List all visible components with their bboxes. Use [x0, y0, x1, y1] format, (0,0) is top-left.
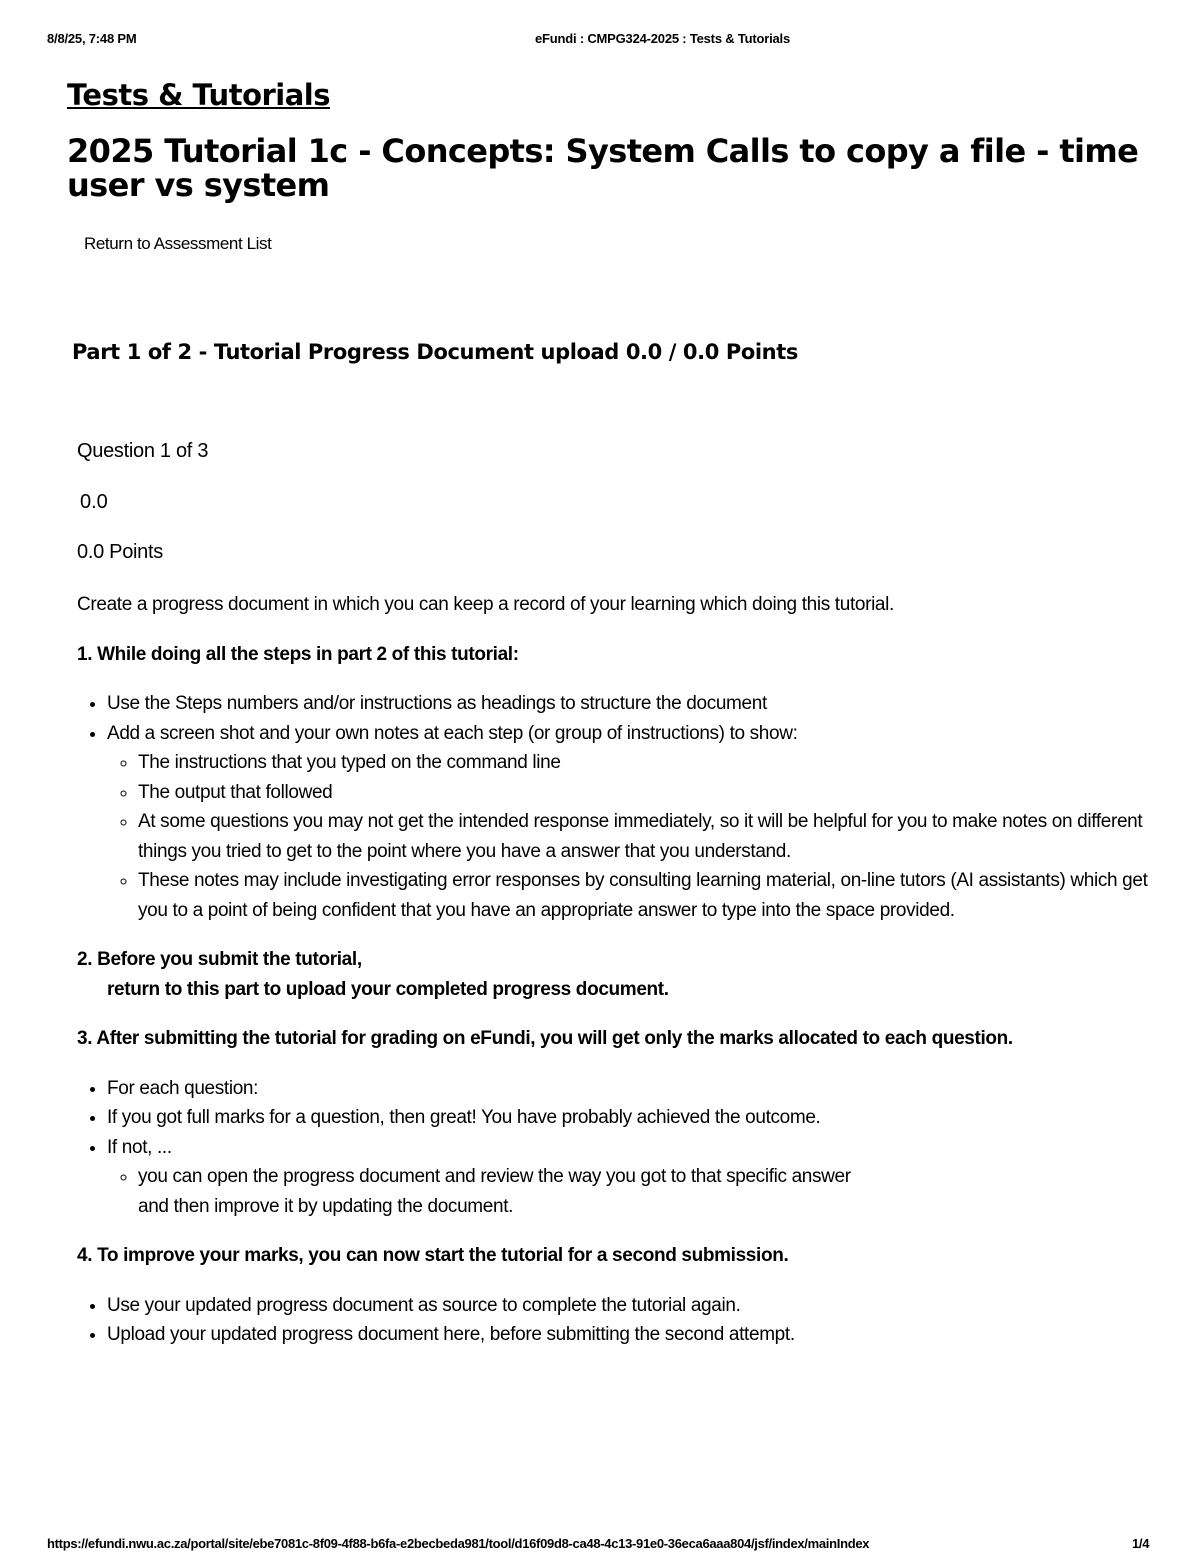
question-score: 0.0 [80, 491, 108, 513]
list-item: • For each question: [107, 1074, 1152, 1104]
section-2-line-1: 2. Before you submit the tutorial, [77, 949, 362, 970]
print-header-datetime: 8/8/25, 7:48 PM [47, 31, 137, 46]
list-item: • If you got full marks for a question, then great! You have probably achieved the outcome. [107, 1103, 1152, 1133]
section-2-text [77, 945, 1152, 1004]
sublist-item [138, 1162, 1152, 1221]
list-item: • Use the Steps numbers and/or instructions as headings to structure the document [107, 689, 1152, 719]
sublist-item: ◦ At some questions you may not get the intended response immediately, so it will be helpful for you to make notes on different things you tried to get to the point where you have a answer that you understand. [138, 807, 1152, 866]
tool-title: Tests & Tutorials [67, 78, 331, 112]
section-2-line-2: return to this part to upload your completed progress document. [107, 978, 669, 1000]
question-number: Question 1 of 3 [77, 440, 209, 462]
list-item: • Use your updated progress document as source to complete the tutorial again. [107, 1291, 1152, 1321]
section-1-heading: 1. While doing all the steps in part 2 of this tutorial: [77, 643, 519, 665]
sublist-item: ◦ The output that followed [138, 778, 1152, 808]
print-footer-url: https://efundi.nwu.ac.za/portal/site/ebe7081c-8f09-4f88-b6fa-e2becbeda981/tool/d16f09d8-ca48-4c13-91e0-36eca6aaa804/jsf/index/mainIndex [47, 1536, 870, 1551]
return-to-assessment-list-link[interactable]: Return to Assessment List [84, 234, 272, 253]
assessment-title: 2025 Tutorial 1c - Concepts: System Calls to copy a file - time user vs system [67, 132, 1139, 204]
list-item-text: If not, ... [107, 1136, 172, 1158]
question-text [77, 590, 1152, 1370]
list-item-text: Add a screen shot and your own notes at each step (or group of instructions) to show: [107, 722, 798, 744]
print-footer-page: 1/4 [1132, 1536, 1150, 1551]
sublist-item: ◦ These notes may include investigating error responses by consulting learning material, on-line tutors (AI assistants) which get you to a point of being confident that you have an appropriate answer to type into the space provided. [138, 866, 1152, 925]
section-1-sublist [107, 748, 1152, 925]
section-1-list [77, 689, 1152, 925]
section-3-sublist [107, 1162, 1152, 1221]
section-4-heading: 4. To improve your marks, you can now start the tutorial for a second submission. [77, 1245, 789, 1266]
part-heading: Part 1 of 2 - Tutorial Progress Document upload 0.0 / 0.0 Points [72, 340, 798, 364]
list-item: • Upload your updated progress document here, before submitting the second attempt. [107, 1320, 1152, 1350]
sublist-item: ◦ The instructions that you typed on the command line [138, 748, 1152, 778]
section-3-heading: 3. After submitting the tutorial for grading on eFundi, you will get only the marks allocated to each question. [77, 1028, 1013, 1049]
list-item [107, 719, 1152, 926]
sublist-line-2: and then improve it by updating the document. [138, 1195, 514, 1217]
question-points: 0.0 Points [77, 541, 163, 563]
intro-text: Create a progress document in which you can keep a record of your learning which doing this tutorial. [77, 594, 894, 615]
list-item [107, 1133, 1152, 1222]
sublist-line-1: you can open the progress document and review the way you got to that specific answer [138, 1166, 851, 1187]
section-4-list [77, 1291, 1152, 1350]
section-3-list [77, 1074, 1152, 1222]
print-header-title: eFundi : CMPG324-2025 : Tests & Tutorials [535, 31, 790, 46]
